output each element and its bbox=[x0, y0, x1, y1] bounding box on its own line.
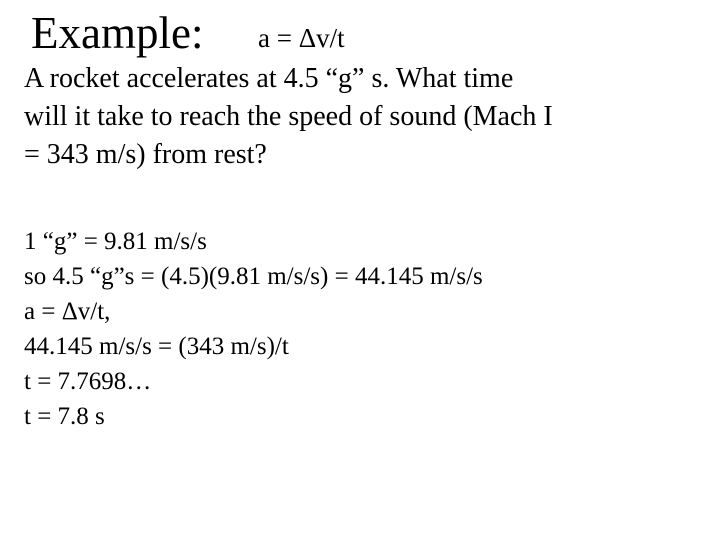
solution-steps bbox=[24, 224, 714, 434]
solution-line: so 4.5 “g”s = (4.5)(9.81 m/s/s) = 44.145 m/s/s bbox=[24, 263, 483, 290]
solution-line: 1 “g” = 9.81 m/s/s bbox=[24, 228, 207, 255]
solution-line: a = Δv/t, bbox=[24, 298, 111, 325]
solution-line: t = 7.7698… bbox=[24, 368, 152, 395]
problem-line: = 343 m/s) from rest? bbox=[24, 139, 267, 170]
solution-line: t = 7.8 s bbox=[24, 403, 105, 430]
solution-line: 44.145 m/s/s = (343 m/s)/t bbox=[24, 333, 289, 360]
slide-title: Example: bbox=[31, 8, 204, 58]
acceleration-formula: a = Δv/t bbox=[258, 23, 345, 53]
problem-statement bbox=[24, 60, 714, 174]
problem-line: will it take to reach the speed of sound (Mach I bbox=[24, 101, 553, 132]
problem-line: A rocket accelerates at 4.5 “g” s. What time bbox=[24, 63, 514, 94]
